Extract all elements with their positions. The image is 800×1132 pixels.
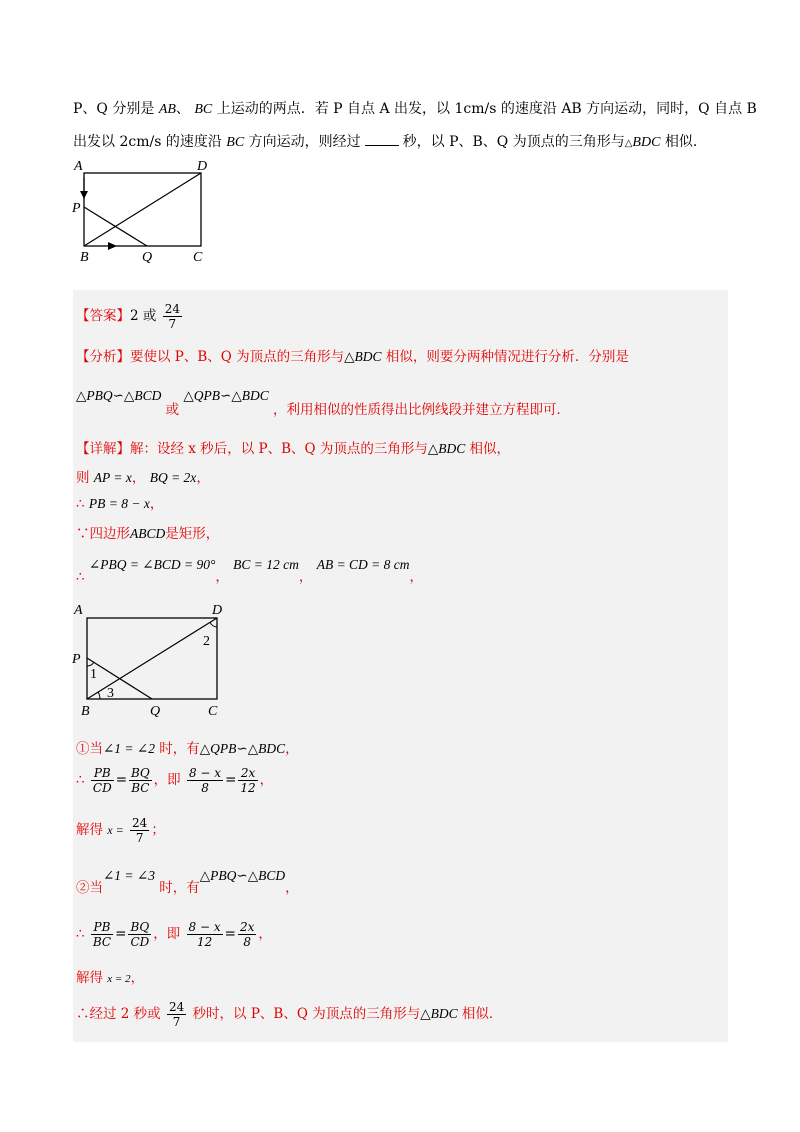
detail-line-2: 则 AP = x， BQ = 2x， — [76, 470, 210, 486]
detail-line-3: ∴ PB = 8 − x， — [76, 496, 164, 512]
answer-tag: 【答案】 — [76, 308, 130, 324]
angle-1-label: 1 — [90, 667, 97, 682]
fraction: $\frac{PB}{BC}$ — [92, 920, 112, 949]
question-text: 方向运动，则经过 — [248, 134, 361, 150]
arrow-right-icon — [108, 242, 117, 250]
label-d: D — [197, 159, 208, 174]
question-text: 秒，以 P、B、Q 为顶点的三角形与 — [402, 134, 625, 150]
fraction: $\frac{8 - x}{8}$ — [188, 766, 222, 795]
figure-rectangle-angles — [70, 600, 230, 720]
case-1-line: ①当∠1 = ∠2 时，有△QPB∽△BDC， — [76, 741, 299, 757]
label-a: A — [74, 603, 83, 618]
triangle-symbol: △ — [624, 138, 633, 149]
figure-rectangle-motion — [70, 155, 220, 265]
label-b: B — [80, 250, 89, 265]
answer-or: 或 — [142, 308, 157, 324]
solution-1-line: 解得 x = $\frac{24}{7}$ ； — [76, 816, 165, 845]
answer-line — [76, 302, 184, 331]
separator: 、 — [175, 101, 190, 117]
answer-fraction: $\frac{24}{7}$ — [164, 302, 180, 331]
label-c: C — [208, 704, 218, 719]
fraction: $\frac{24}{7}$ — [168, 1000, 185, 1029]
segment-bc: BC — [226, 135, 245, 150]
question-line-1 — [73, 99, 757, 120]
triangle-bdc: △BDC — [344, 349, 382, 364]
proportion-2-line: ∴ $\frac{PB}{BC}$ = $\frac{BQ}{CD}$ ，即 $\frac{8 - x}{12}$ = $\frac{2x}{8}$ ， — [76, 920, 272, 949]
label-p: P — [72, 652, 81, 667]
angle-2-label: 2 — [203, 634, 210, 649]
question-text: 上运动的两点．若 P 自点 A 出发，以 1cm/s 的速度沿 AB 方向运动，同时，Q 自点 B — [216, 101, 757, 117]
similarity-2: △QPB∽△BDC — [183, 388, 269, 403]
fraction: $\frac{PB}{CD}$ — [92, 766, 112, 795]
segment-bc: BC — [194, 102, 213, 117]
detail-line-5: ∴ ∠PBQ = ∠BCD = 90°， BC = 12 cm， AB = CD = 8 cm， — [76, 557, 424, 585]
diagonal-bd — [84, 173, 201, 246]
analysis-or: 或 — [165, 402, 180, 418]
segment-ab: AB — [158, 102, 176, 117]
proportion-1-line: ∴ $\frac{PB}{CD}$ = $\frac{BQ}{BC}$ ，即 $\frac{8 - x}{8}$ = $\frac{2x}{12}$ ， — [76, 766, 274, 795]
angle-1-arc — [87, 662, 94, 666]
question-text: 相似． — [664, 134, 707, 150]
angle-3-arc — [98, 692, 100, 699]
detail-line-1: 【详解】解：设经 x 秒后，以 P、B、Q 为顶点的三角形与△BDC 相似， — [76, 441, 511, 457]
analysis-line-2: △PBQ∽△BCD 或 △QPB∽△BDC ，利用相似的性质得出比例线段并建立方程即可． — [76, 388, 571, 418]
question-text: 出发以 2cm/s 的速度沿 — [73, 134, 222, 150]
answer-blank[interactable] — [365, 131, 399, 146]
fraction: $\frac{BQ}{BC}$ — [131, 766, 150, 795]
triangle-bdc: △BDC — [427, 441, 466, 456]
label-p: P — [72, 201, 81, 216]
angle-3-label: 3 — [107, 686, 114, 701]
answer-value-2: 2 — [130, 308, 139, 324]
label-c: C — [193, 250, 203, 265]
analysis-line-1: 【分析】要使以 P、B、Q 为顶点的三角形与△BDC 相似，则要分两种情况进行分析．分别是 — [76, 349, 629, 365]
conclusion-line: ∴经过 2 秒或 $\frac{24}{7}$ 秒时，以 P、B、Q 为顶点的三角形与△BDC 相似． — [76, 1000, 503, 1029]
fraction: $\frac{8 - x}{12}$ — [188, 920, 221, 949]
solution-2-line: 解得 x = 2， — [76, 970, 145, 986]
detail-tag: 【详解】 — [76, 441, 130, 457]
arrow-down-icon — [80, 191, 88, 199]
fraction: $\frac{2x}{12}$ — [240, 766, 256, 795]
triangle-bdc: △BDC — [420, 1006, 458, 1021]
fraction: $\frac{BQ}{CD}$ — [130, 920, 150, 949]
analysis-tag: 【分析】 — [76, 349, 130, 365]
label-d: D — [212, 603, 223, 618]
similarity-1: △PBQ∽△BCD — [76, 388, 162, 403]
triangle-bdc: BDC — [632, 135, 661, 150]
question-text: P、Q 分别是 — [73, 101, 155, 117]
angle-2-arc — [210, 622, 217, 627]
label-b: B — [81, 704, 90, 719]
detail-line-4: ∵四边形ABCD是矩形， — [76, 526, 220, 542]
label-a: A — [74, 159, 83, 174]
label-q: Q — [150, 704, 161, 719]
label-q: Q — [142, 250, 153, 265]
question-line-2 — [73, 131, 707, 154]
fraction: $\frac{2x}{8}$ — [239, 920, 255, 949]
case-2-line: ②当∠1 = ∠3 时，有△PBQ∽△BCD， — [76, 868, 299, 896]
fraction: $\frac{24}{7}$ — [132, 816, 148, 845]
